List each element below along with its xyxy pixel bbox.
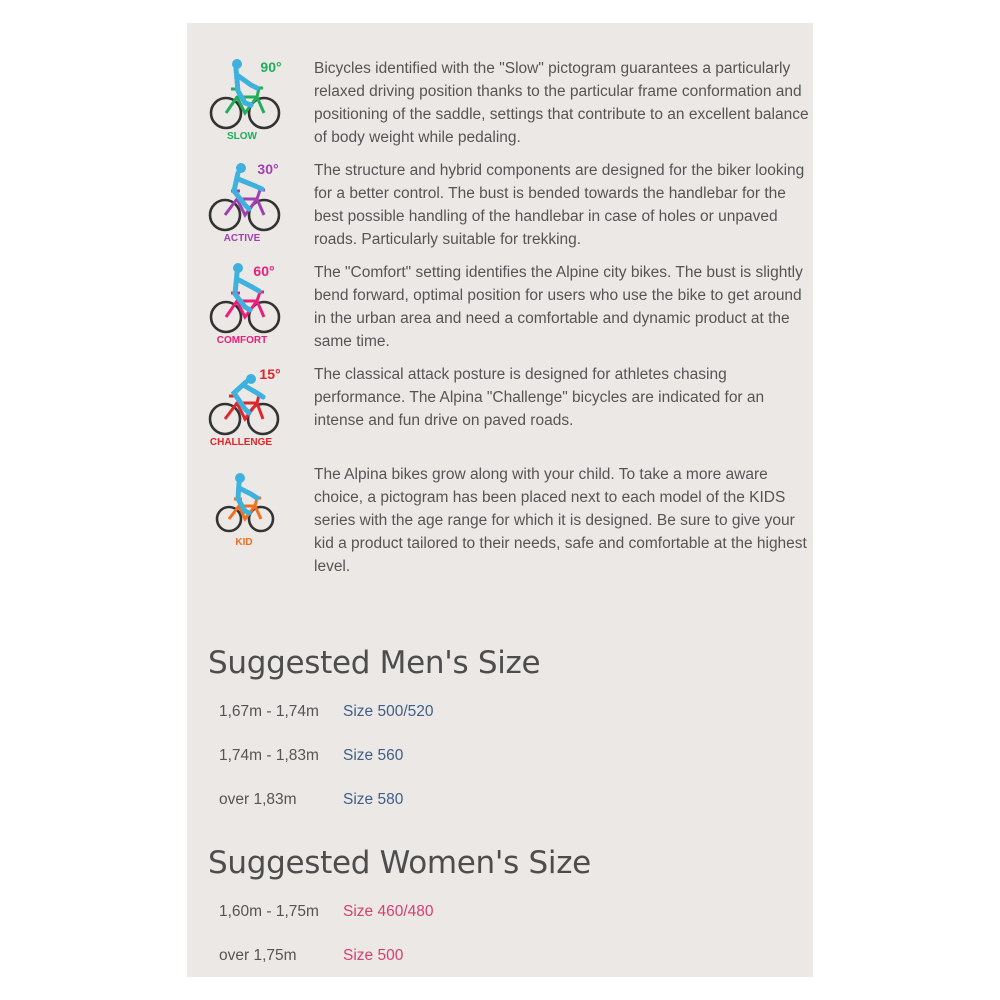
slow-angle-label: 90°	[260, 59, 282, 75]
style-row-challenge	[187, 361, 813, 461]
size-value: Size 460/480	[343, 903, 434, 920]
slow-style-label: SLOW	[227, 131, 257, 142]
size-row	[208, 935, 798, 979]
active-style-label: ACTIVE	[223, 233, 261, 244]
height-range: over 1,75m	[219, 947, 297, 964]
slow-pictogram	[207, 55, 283, 143]
kid-pictogram	[207, 461, 283, 549]
slow-bike-icon	[207, 55, 283, 143]
size-value: Size 580	[343, 791, 404, 808]
comfort-pictogram	[207, 259, 283, 347]
style-row-slow	[187, 55, 813, 157]
style-row-comfort	[187, 259, 813, 361]
mens-size-section	[208, 643, 798, 823]
active-bike-icon	[207, 157, 283, 245]
challenge-pictogram	[207, 361, 283, 449]
height-range: over 1,83m	[219, 791, 297, 808]
comfort-angle-label: 60°	[253, 263, 275, 279]
style-row-active	[187, 157, 813, 259]
slow-description: Bicycles identified with the "Slow" pictogram guarantees a particularly relaxed driving position thanks to the particular frame conformation and positioning of the saddle, settings that contribute to an excellent balance of body weight while pedaling.	[314, 60, 809, 146]
size-value: Size 560	[343, 747, 404, 764]
size-row	[208, 891, 798, 935]
size-row	[208, 779, 798, 823]
womens-size-section	[208, 843, 798, 979]
content-panel	[187, 23, 813, 977]
challenge-style-label: CHALLENGE	[209, 437, 273, 448]
active-description: The structure and hybrid components are designed for the biker looking for a better control. The bust is bended towards the handlebar for the best possible handling of the handlebar in case of holes or unpaved roads. Particularly suitable for trekking.	[314, 162, 805, 248]
active-angle-label: 30°	[257, 161, 279, 177]
comfort-bike-icon	[207, 259, 283, 347]
height-range: 1,67m - 1,74m	[219, 703, 319, 720]
challenge-bike-icon	[207, 361, 283, 449]
challenge-description: The classical attack posture is designed for athletes chasing performance. The Alpina "Challenge" bicycles are indicated for an intense and fun drive on paved roads.	[314, 366, 765, 429]
height-range: 1,74m - 1,83m	[219, 747, 319, 764]
mens-size-heading: Suggested Men's Size	[208, 645, 541, 681]
mens-size-table	[208, 691, 798, 823]
active-pictogram	[207, 157, 283, 245]
womens-size-heading: Suggested Women's Size	[208, 845, 591, 881]
height-range: 1,60m - 1,75m	[219, 903, 319, 920]
comfort-style-label: COMFORT	[216, 335, 268, 346]
comfort-description: The "Comfort" setting identifies the Alpine city bikes. The bust is slightly bend forward, optimal position for users who use the bike to get around in the urban area and need a comfortable and dynamic product at the same time.	[314, 264, 803, 350]
kid-bike-icon	[207, 461, 283, 549]
womens-size-table	[208, 891, 798, 979]
riding-styles-list	[187, 55, 813, 581]
size-row	[208, 735, 798, 779]
kid-description: The Alpina bikes grow along with your child. To take a more aware choice, a pictogram has been placed next to each model of the KIDS series with the age range for which it is designed. Be sure to give your kid a product tailored to their needs, safe and comfortable at the highest level.	[314, 466, 807, 575]
challenge-angle-label: 15°	[259, 366, 281, 382]
kid-style-label: KID	[235, 537, 253, 548]
size-row	[208, 691, 798, 735]
size-value: Size 500/520	[343, 703, 434, 720]
style-row-kid	[187, 461, 813, 581]
size-value: Size 500	[343, 947, 404, 964]
